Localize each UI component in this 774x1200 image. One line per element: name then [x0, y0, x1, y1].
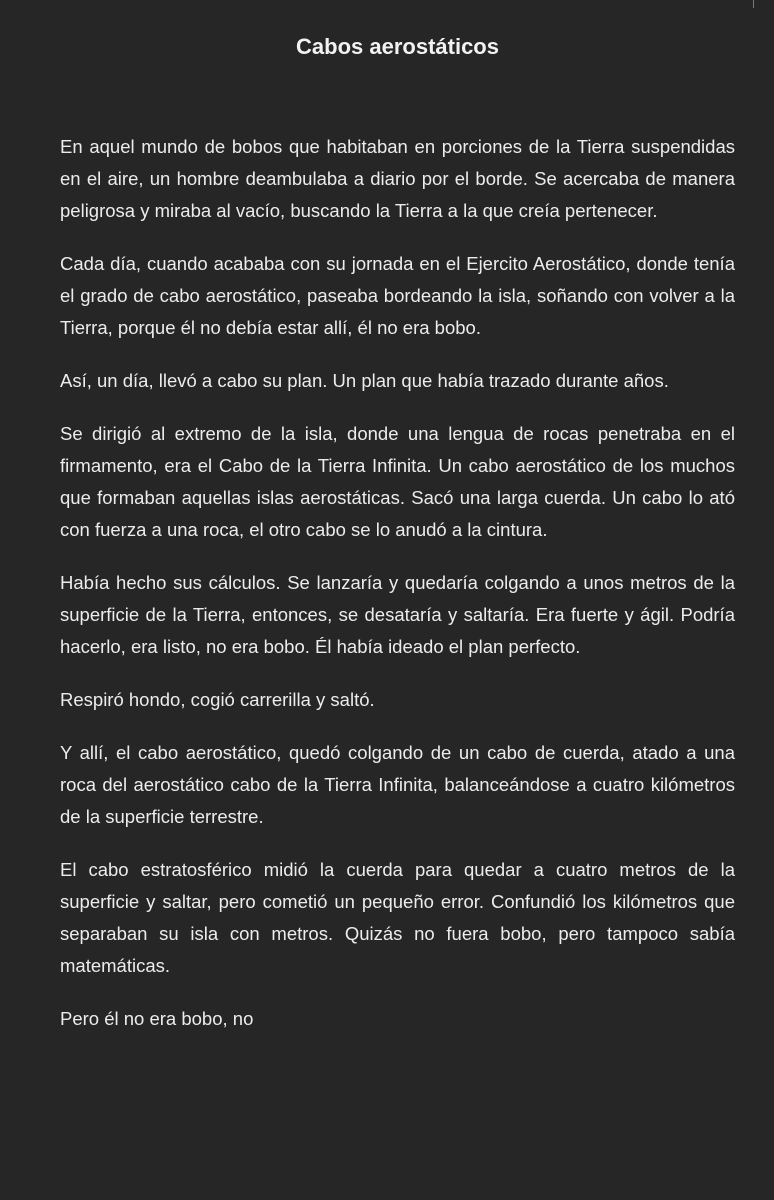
- paragraph: En aquel mundo de bobos que habitaban en porciones de la Tierra suspendidas en el aire, un hombre deambulaba a diario por el borde. Se acercaba de manera peligrosa y miraba al vacío, buscando la Tierra a la que creía pertenecer.: [60, 136, 735, 221]
- paragraph: Y allí, el cabo aerostático, quedó colgando de un cabo de cuerda, atado a una roca del aerostático cabo de la Tierra Infinita, balanceándose a cuatro kilómetros de la superficie terrestre.: [60, 742, 735, 827]
- story-body: [60, 131, 735, 1035]
- paragraph: Se dirigió al extremo de la isla, donde una lengua de rocas penetraba en el firmamento, era el Cabo de la Tierra Infinita. Un cabo aerostático de los muchos que formaban aquellas islas aerostáticas. Sacó una larga cuerda. Un cabo lo ató con fuerza a una roca, el otro cabo se lo anudó a la cintura.: [60, 423, 735, 540]
- page-title: Cabos aerostáticos: [296, 34, 499, 59]
- paragraph: Había hecho sus cálculos. Se lanzaría y quedaría colgando a unos metros de la superficie de la Tierra, entonces, se desataría y saltaría. Era fuerte y ágil. Podría hacerlo, era listo, no era bobo. Él había ideado el plan perfecto.: [60, 572, 735, 657]
- scroll-edge-marker: [753, 0, 754, 8]
- paragraph: Pero él no era bobo, no: [60, 1008, 254, 1029]
- paragraph: Así, un día, llevó a cabo su plan. Un plan que había trazado durante años.: [60, 370, 669, 391]
- document-page: [60, 0, 735, 1056]
- paragraph: Respiró hondo, cogió carrerilla y saltó.: [60, 689, 375, 710]
- paragraph: Cada día, cuando acababa con su jornada en el Ejercito Aerostático, donde tenía el grado de cabo aerostático, paseaba bordeando la isla, soñando con volver a la Tierra, porque él no debía estar allí, él no era bobo.: [60, 253, 735, 338]
- paragraph: El cabo estratosférico midió la cuerda para quedar a cuatro metros de la superficie y saltar, pero cometió un pequeño error. Confundió los kilómetros que separaban su isla con metros. Quizás no fuera bobo, pero tampoco sabía matemáticas.: [60, 859, 735, 976]
